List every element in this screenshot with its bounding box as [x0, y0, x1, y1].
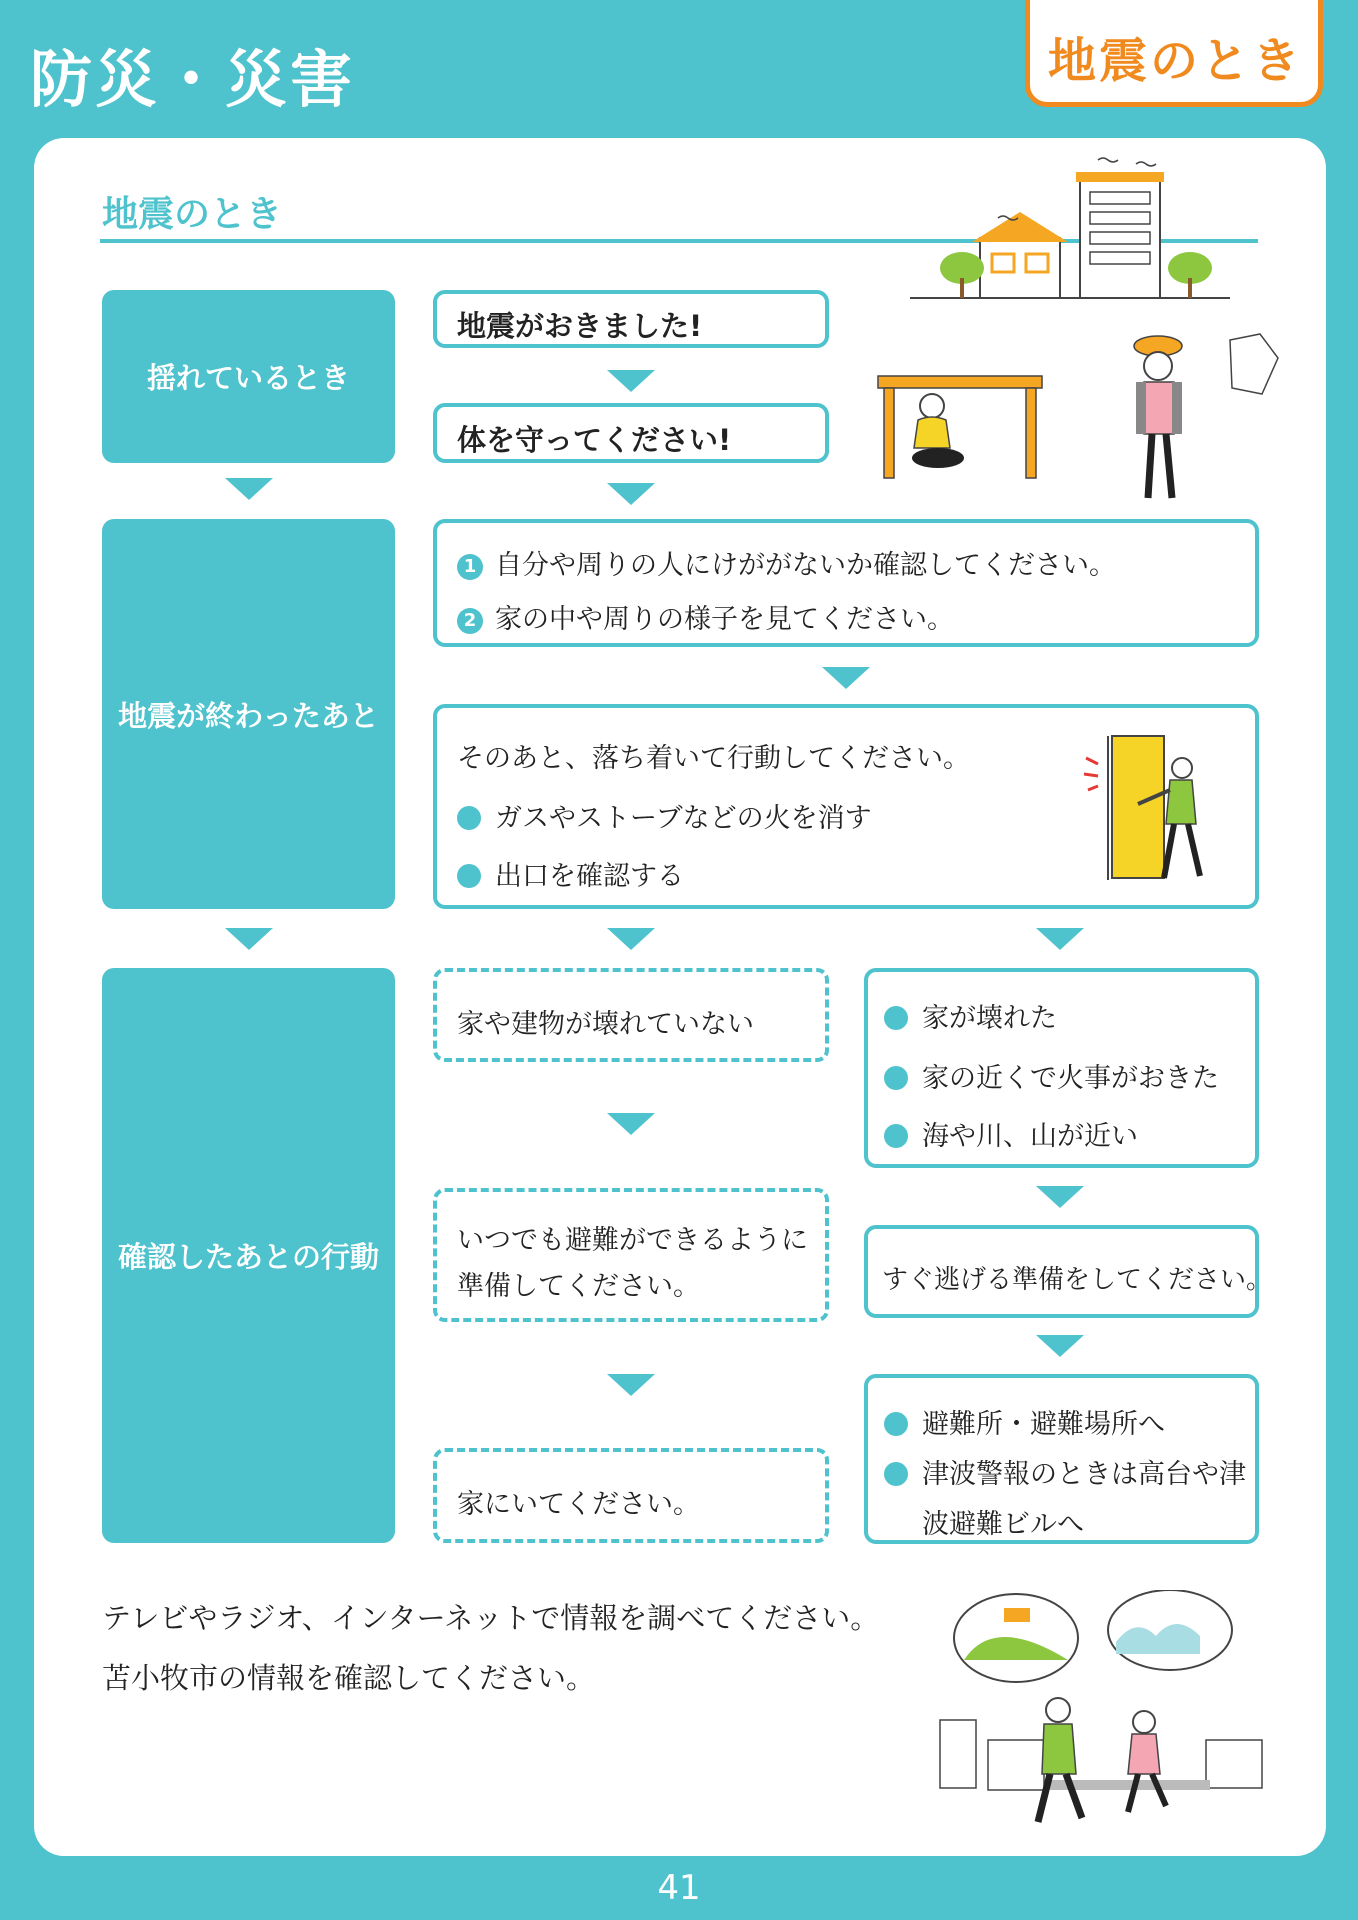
calm-action-item-text: 出口を確認する — [495, 861, 684, 892]
calm-action-item-text: ガスやストーブなどの火を消す — [495, 803, 872, 834]
safety-check-item-text: 自分や周りの人にけががないか確認してください。 — [495, 550, 1116, 581]
condition-danger-box — [864, 968, 1259, 1168]
bullet-dot-icon — [457, 806, 481, 830]
safety-check-item — [457, 543, 1116, 582]
escape-now-box — [864, 1225, 1273, 1318]
safety-check-item-text: 家の中や周りの様子を見てください。 — [495, 604, 954, 635]
condition-danger-item — [884, 1056, 1219, 1095]
stay-home-text: 家にいてください。 — [457, 1489, 700, 1520]
stage-actions-label: 確認したあとの行動 — [117, 1240, 379, 1274]
condition-danger-item-text: 海や川、山が近い — [922, 1121, 1138, 1152]
condition-danger-item — [884, 1114, 1138, 1153]
evacuate-item-text: 避難所・避難場所へ — [922, 1409, 1165, 1440]
stage-shaking — [102, 290, 395, 463]
person-under-table-illustration — [870, 360, 1050, 485]
bullet-dot-icon — [884, 1412, 908, 1436]
evacuate-item-text-continued: 波避難ビルへ — [922, 1509, 1084, 1540]
calm-action-item — [457, 796, 872, 835]
flow-arrow — [1036, 1335, 1084, 1357]
bullet-dot-icon — [884, 1006, 908, 1030]
bullet-dot-icon — [884, 1462, 908, 1486]
condition-danger-item-text: 家の近くで火事がおきた — [922, 1063, 1219, 1094]
page-number: 41 — [657, 1868, 701, 1908]
calm-action-intro: そのあと、落ち着いて行動してください。 — [457, 743, 970, 774]
earthquake-buildings-illustration — [900, 150, 1240, 310]
prepare-evacuation-text-line1: いつでも避難ができるように — [457, 1225, 808, 1256]
condition-house-ok-text: 家や建物が壊れていない — [457, 1009, 754, 1040]
person-protecting-head-illustration — [1100, 320, 1290, 510]
step-earthquake-occurred-text: 地震がおきました! — [457, 309, 703, 343]
step-protect-body — [433, 403, 829, 463]
step-protect-body-text: 体を守ってください! — [457, 423, 732, 457]
condition-house-ok-box — [433, 968, 829, 1062]
info-instruction-line2: 苫小牧市の情報を確認してください。 — [102, 1661, 596, 1695]
safety-check-item — [457, 597, 954, 636]
stage-shaking-label: 揺れているとき — [146, 361, 350, 395]
flow-arrow — [607, 1374, 655, 1396]
evacuating-people-illustration — [930, 1590, 1275, 1830]
stage-after-label: 地震が終わったあと — [118, 698, 379, 733]
stay-home-box — [433, 1448, 829, 1543]
condition-danger-item — [884, 996, 1057, 1035]
flow-arrow — [607, 928, 655, 950]
flow-arrow — [607, 1113, 655, 1135]
evacuate-item-text: 津波警報のときは高台や津 — [922, 1459, 1246, 1490]
section-title: 地震のとき — [102, 194, 283, 235]
prepare-evacuation-text-line2: 準備してください。 — [457, 1271, 700, 1302]
number-badge: 1 — [457, 554, 483, 580]
step-earthquake-occurred — [433, 290, 829, 348]
evacuate-item — [884, 1452, 1246, 1491]
prepare-evacuation-box — [433, 1188, 829, 1322]
number-badge: 2 — [457, 608, 483, 634]
flow-arrow — [1036, 1186, 1084, 1208]
info-instruction-line1: テレビやラジオ、インターネットで情報を調べてください。 — [102, 1601, 880, 1635]
evacuate-box — [864, 1374, 1259, 1544]
flow-arrow — [822, 667, 870, 689]
page-header-title: 防災・災害 — [30, 43, 356, 116]
escape-now-text: すぐ逃げる準備をしてください。 — [882, 1265, 1273, 1295]
evacuate-item — [884, 1402, 1165, 1441]
flow-arrow — [1036, 928, 1084, 950]
flow-arrow — [607, 370, 655, 392]
condition-danger-item-text: 家が壊れた — [922, 1003, 1057, 1034]
bullet-dot-icon — [884, 1124, 908, 1148]
flow-arrow — [225, 478, 273, 500]
flow-arrow — [225, 928, 273, 950]
stage-after — [102, 519, 395, 909]
stage-actions — [102, 968, 395, 1543]
bullet-dot-icon — [457, 864, 481, 888]
safety-check-box — [433, 519, 1259, 647]
calm-action-item — [457, 854, 684, 893]
bullet-dot-icon — [884, 1066, 908, 1090]
person-opening-door-illustration — [1068, 728, 1218, 888]
category-tab-label: 地震のとき — [1048, 33, 1304, 89]
flow-arrow — [607, 483, 655, 505]
